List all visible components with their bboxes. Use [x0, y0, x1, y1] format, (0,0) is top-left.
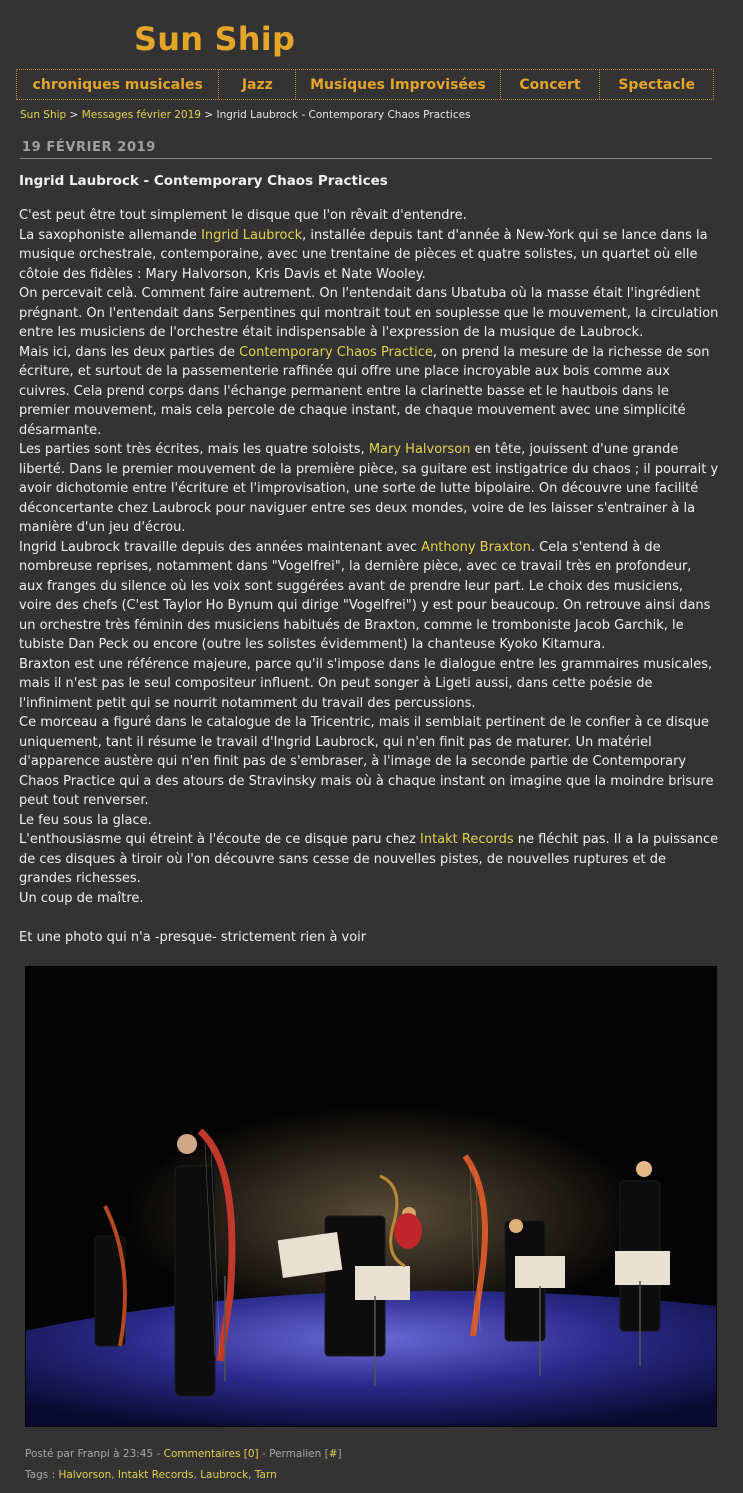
- link-contemporary-chaos-practice[interactable]: Contemporary Chaos Practice: [239, 344, 433, 360]
- posted-by: Posté par Franpi à 23:45 -: [25, 1448, 164, 1460]
- text: en tête, jouissent d'une grande liberté. Dans le premier mouvement de la première pièce, sa guitare est instigatrice du chaos ; il pourrait y avoir dichotomie entre l'écriture et l'improvisation, une sorte de lutte bipolaire. On découvre une facilité déconcertante chez Laubrock pour naviguer entre ses deux mondes, voire de les laisser s'entrainer à la manière d'un jeu d'écrou.: [19, 442, 719, 535]
- text: , on prend la mesure de la richesse de son écriture, et surtout de la passementerie raffinée qui offre une place incroyable aux bois comme aux cuivres. Cela prend corps dans l'échange permanent entre la clarinette basse et le hautbois dans le premier mouvement, mais cela percole de chaque instant, de chaque mouvement avec une simplicité désarmante.: [19, 344, 710, 438]
- paragraph: [19, 343, 719, 441]
- paragraph: On percevait celà. Comment faire autrement. On l'entendait dans Ubatuba où la masse était l'ingrédient prégnant. On l'entendait dans Serpentines qui montrait tout en souplesse que le mouvement, la circulation entre les musiciens de l'orchestre était indispensable à l'expression de la musique de Laubrock.: [19, 286, 719, 340]
- post-footer: [25, 1444, 342, 1486]
- tag-separator: ,: [193, 1469, 201, 1481]
- link-ingrid-laubrock[interactable]: Ingrid Laubrock: [201, 227, 303, 243]
- text: ]: [337, 1448, 342, 1460]
- spacer: [19, 908, 719, 928]
- tags-label: Tags :: [25, 1469, 59, 1481]
- post-tags: [25, 1465, 342, 1486]
- paragraph: C'est peut être tout simplement le disque que l'on rêvait d'entendre.: [19, 208, 467, 223]
- text: . Cela s'entend à de nombreuse reprises, notamment dans "Vogelfrei", la dernière pièce, avec ce travail très en profondeur, aux franges du silence où les voix sont suggérées avant de prendre leur part. Le choix des musiciens, voire des chefs (C'est Taylor Ho Bynum qui dirige "Vogelfrei") y est pour beaucoup. On retrouve ainsi dans un orchestre très féminin des musiciens habitués de Braxton, comme le tromboniste Jacob Garchik, le tubiste Dan Peck ou encore (outre les solistes évidemment) la chanteuse Kyoko Kitamura.: [19, 539, 711, 652]
- post-meta: [25, 1444, 342, 1465]
- text: Mais ici, dans les deux parties de: [19, 344, 240, 360]
- site-title[interactable]: Sun Ship: [134, 20, 296, 58]
- link-intakt-records[interactable]: Intakt Records: [420, 832, 514, 847]
- post-body: [19, 206, 719, 947]
- nav-item-jazz[interactable]: Jazz: [219, 70, 296, 99]
- paragraph: [19, 226, 719, 285]
- paragraph: Ce morceau a figuré dans le catalogue de la Tricentric, mais il semblait pertinent de le confier à ce disque uniquement, tant il résume le travail d'Ingrid Laubrock, qui n'en finit pas de maturer. Un matériel d'apparence austère qui n'en finit pas de s'embraser, à l'image de la seconde partie de Contemporary Chaos Practice qui a des atours de Stravinsky mais où à chaque instant on imagine que la moindre brisure peut tout renverser.: [19, 715, 714, 808]
- breadcrumb-current: Ingrid Laubrock - Contemporary Chaos Practices: [216, 109, 471, 121]
- paragraph: Et une photo qui n'a -presque- strictement rien à voir: [19, 929, 367, 945]
- tag-link[interactable]: Laubrock: [200, 1469, 249, 1481]
- paragraph: Un coup de maître.: [19, 890, 144, 906]
- nav-item-concert[interactable]: Concert: [501, 70, 601, 99]
- tag-link[interactable]: Tarn: [254, 1469, 277, 1481]
- text: Ingrid Laubrock travaille depuis des années maintenant avec: [19, 539, 422, 555]
- paragraph: Le feu sous la glace.: [19, 812, 152, 828]
- tag-link[interactable]: Halvorson: [58, 1469, 112, 1481]
- tag-separator: ,: [111, 1469, 118, 1481]
- nav-item-spectacle[interactable]: Spectacle: [618, 76, 695, 93]
- concert-photo[interactable]: [25, 966, 717, 1427]
- paragraph: [19, 440, 719, 538]
- comments-link[interactable]: Commentaires [0]: [163, 1448, 259, 1460]
- paragraph: [19, 538, 719, 655]
- breadcrumb-separator: >: [200, 109, 217, 121]
- text: L'enthousiasme qui étreint à l'écoute de ce disque paru chez: [19, 832, 421, 847]
- nav-item-chroniques-musicales[interactable]: chroniques musicales: [17, 70, 219, 99]
- post-date: 19 FÉVRIER 2019: [20, 140, 712, 159]
- main-nav: [16, 69, 714, 100]
- concert-photo-illustration: [25, 966, 717, 1427]
- text: Les parties sont très écrites, mais les quatre soloists,: [19, 442, 369, 457]
- breadcrumb-home-link[interactable]: Sun Ship: [20, 109, 67, 121]
- text: ne fléchit pas. Il a la puissance de ces disques à tiroir où l'on découvre sans cesse de nouvelles pistes, de nouvelles ruptures et de grandes richesses.: [19, 832, 719, 886]
- paragraph: [19, 830, 719, 889]
- tag-separator: ,: [248, 1469, 255, 1481]
- text: , installée depuis tant d'année à New-York qui se lance dans la musique orchestrale, contemporaine, avec une trentaine de pièces et quatre solistes, un quartet où elle côtoie des fidèles : Mary Halvorson, Kris Davis et Nate Wooley.: [19, 227, 708, 282]
- link-anthony-braxton[interactable]: Anthony Braxton: [421, 539, 531, 555]
- breadcrumb-separator: >: [66, 109, 82, 121]
- permalink-link[interactable]: #: [328, 1448, 338, 1460]
- text: La saxophoniste allemande: [19, 227, 202, 243]
- link-mary-halvorson[interactable]: Mary Halvorson: [368, 442, 471, 457]
- paragraph: Braxton est une référence majeure, parce qu'il s'impose dans le dialogue entre les grammaires musicales, mais il n'est pas le seul compositeur influent. On peut songer à Ligeti aussi, dans cette poésie de l'infiniment petit qui se nourrit notamment du travail des percussions.: [19, 656, 713, 711]
- breadcrumb: [20, 109, 471, 121]
- post-title: Ingrid Laubrock - Contemporary Chaos Practices: [19, 173, 388, 189]
- text: - Permalien [: [258, 1448, 329, 1460]
- tag-link[interactable]: Intakt Records: [117, 1469, 194, 1481]
- breadcrumb-archive-link[interactable]: Messages février 2019: [81, 109, 201, 121]
- nav-item-musiques-improvisees[interactable]: Musiques Improvisées: [296, 70, 500, 99]
